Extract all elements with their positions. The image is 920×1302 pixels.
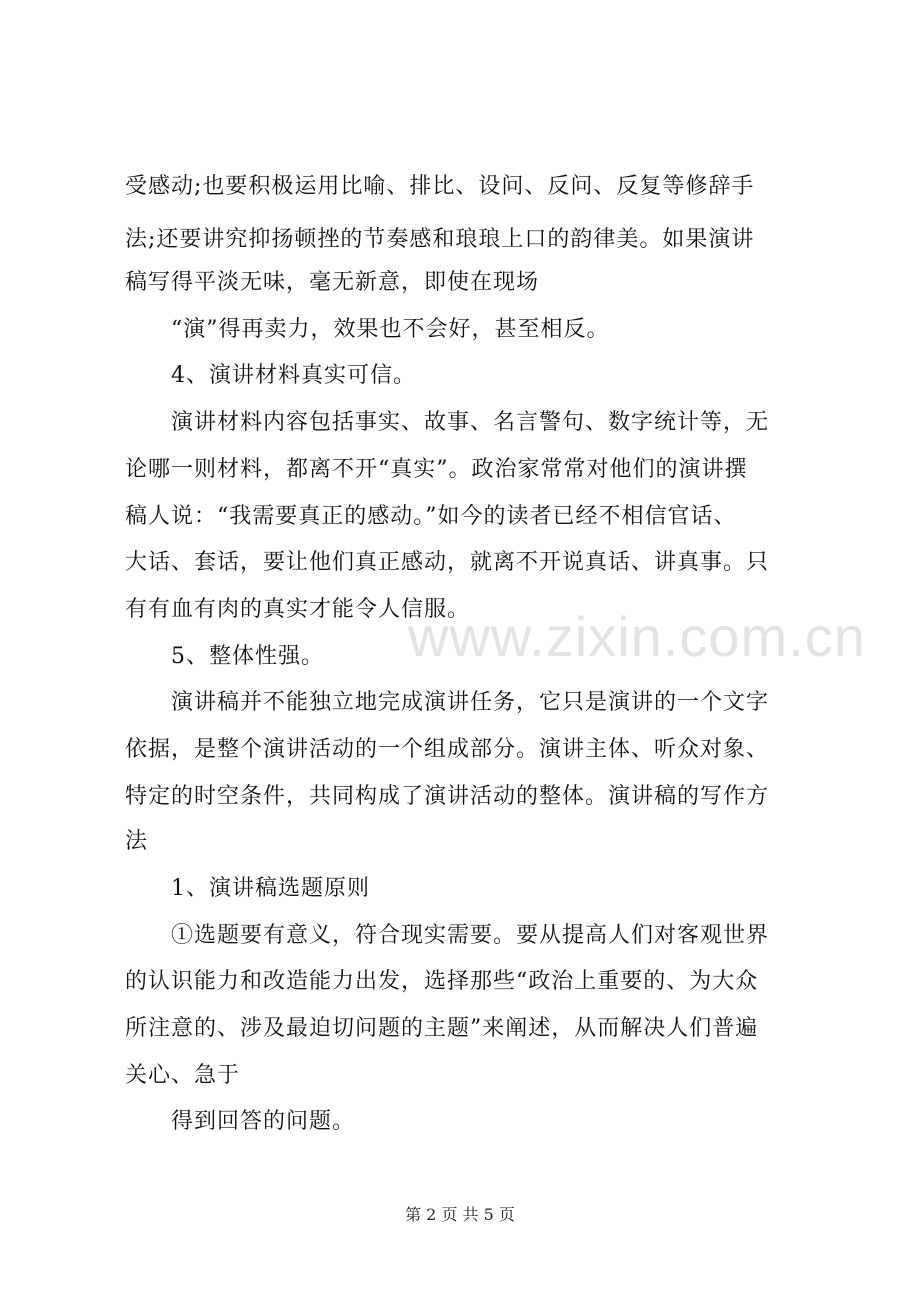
body-text-line: 稿写得平淡无味，毫无新意，即使在现场 — [125, 270, 540, 295]
body-text-line: 关心、急于 — [125, 1063, 241, 1088]
body-text-line: 的认识能力和改造能力出发，选择那些“政治上重要的、为大众 — [125, 969, 759, 994]
body-text-line: 得到回答的问题。 — [171, 1109, 356, 1134]
body-text-line: 依据，是整个演讲活动的一个组成部分。演讲主体、听众对象、 — [125, 737, 770, 762]
body-text-line: 法 — [125, 829, 149, 854]
body-text-line: 大话、套话，要让他们真正感动，就离不开说真话、讲真事。只 — [125, 550, 770, 575]
body-text-line: “演”得再卖力，效果也不会好，甚至相反。 — [171, 317, 610, 342]
page-footer: 第 2 页 共 5 页 — [405, 1205, 515, 1224]
body-text-line: 论哪一则材料，都离不开“真实”。政治家常常对他们的演讲撰 — [125, 457, 748, 482]
section-heading: 1、演讲稿选题原则 — [171, 876, 370, 901]
body-text-line: ①选题要有意义，符合现实需要。要从提高人们对客观世界 — [171, 923, 770, 948]
body-text-line: 有有血有肉的真实才能令人信服。 — [125, 597, 471, 622]
body-text-line: 特定的时空条件，共同构成了演讲活动的整体。演讲稿的写作方 — [125, 784, 770, 809]
body-text-line: 受感动;也要积极运用比喻、排比、设问、反问、反复等修辞手 — [125, 174, 755, 199]
body-text-line: 所注意的、涉及最迫切问题的主题”来阐述，从而解决人们普遍 — [125, 1016, 759, 1041]
body-text-line: 稿人说：“我需要真正的感动。”如今的读者已经不相信官话、 — [125, 504, 737, 529]
body-text-line: 演讲稿并不能独立地完成演讲任务，它只是演讲的一个文字 — [171, 690, 770, 715]
body-text-line: 演讲材料内容包括事实、故事、名言警句、数字统计等，无 — [171, 410, 770, 435]
watermark: www.zixin.com.cn — [408, 605, 866, 668]
section-heading: 4、演讲材料真实可信。 — [171, 363, 416, 388]
section-heading: 5、整体性强。 — [171, 644, 324, 669]
body-text-line: 法;还要讲究抑扬顿挫的节奏感和琅琅上口的韵律美。如果演讲 — [125, 227, 755, 252]
